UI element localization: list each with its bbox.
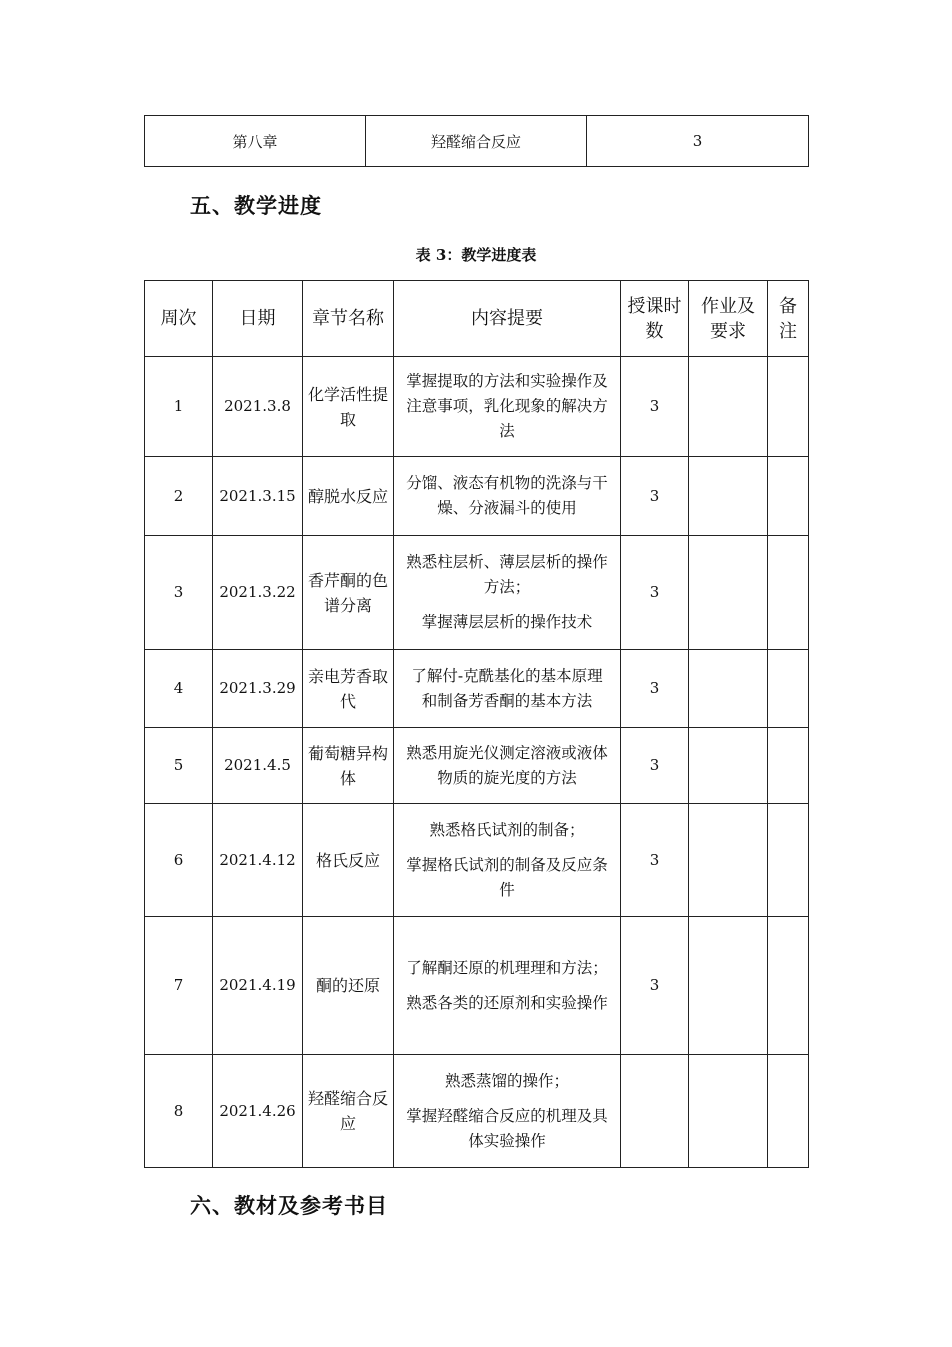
week-cell: 5 — [145, 728, 213, 804]
chapter-cell: 葡萄糖异构体 — [303, 728, 394, 804]
header-week: 周次 — [145, 281, 213, 357]
table-caption: 表 3：教学进度表 — [415, 246, 537, 264]
notes-cell — [768, 1055, 809, 1168]
content-line: 掌握羟醛缩合反应的机理及具体实验操作 — [406, 1106, 608, 1150]
content-line: 了解付-克酰基化的基本原理和制备芳香酮的基本方法 — [411, 666, 603, 710]
section-heading-teaching-schedule: 五、教学进度 — [190, 194, 322, 218]
section-heading-textbooks: 六、教材及参考书目 — [190, 1194, 388, 1218]
hours-cell: 3 — [621, 357, 689, 457]
table-row — [145, 457, 809, 536]
notes-cell — [768, 650, 809, 728]
week-cell: 3 — [145, 536, 213, 650]
week-cell: 4 — [145, 650, 213, 728]
content-line: 掌握提取的方法和实验操作及注意事项，乳化现象的解决方法 — [406, 372, 608, 440]
date-cell: 2021.3.29 — [213, 650, 303, 728]
content-line: 了解酮还原的机理理和方法； — [406, 958, 608, 977]
chapter-cell: 格氏反应 — [303, 804, 394, 917]
table-row — [145, 650, 809, 728]
homework-cell — [689, 917, 768, 1055]
notes-cell — [768, 728, 809, 804]
homework-cell — [689, 357, 768, 457]
header-homework: 作业及要求 — [689, 281, 768, 357]
table-row — [145, 116, 809, 167]
content-cell — [394, 650, 621, 728]
hours-cell: 3 — [621, 650, 689, 728]
date-cell: 2021.4.19 — [213, 917, 303, 1055]
hours-cell: 3 — [621, 536, 689, 650]
hours-cell: 3 — [621, 728, 689, 804]
week-cell: 1 — [145, 357, 213, 457]
chapter-cell: 酮的还原 — [303, 917, 394, 1055]
chapter-cell: 香芹酮的色谱分离 — [303, 536, 394, 650]
homework-cell — [689, 457, 768, 536]
hours-cell — [621, 1055, 689, 1168]
teaching-schedule-table — [144, 280, 809, 1168]
content-line: 分馏、液态有机物的洗涤与干燥、分液漏斗的使用 — [406, 474, 608, 517]
content-line: 掌握薄层层析的操作技术 — [421, 613, 593, 631]
week-cell: 6 — [145, 804, 213, 917]
date-cell: 2021.3.22 — [213, 536, 303, 650]
homework-cell — [689, 728, 768, 804]
hours-cell: 3 — [621, 804, 689, 917]
chapter-summary-row-table — [144, 115, 809, 167]
notes-cell — [768, 917, 809, 1055]
date-cell: 2021.4.26 — [213, 1055, 303, 1168]
week-cell: 8 — [145, 1055, 213, 1168]
chapter-cell: 醇脱水反应 — [303, 457, 394, 536]
content-line: 熟悉蒸馏的操作； — [444, 1071, 569, 1090]
week-cell: 7 — [145, 917, 213, 1055]
table-row — [145, 1055, 809, 1168]
notes-cell — [768, 536, 809, 650]
hours-cell: 3 — [621, 457, 689, 536]
content-cell — [394, 804, 621, 917]
content-line: 熟悉柱层析、薄层层析的操作方法； — [406, 553, 608, 596]
content-cell — [394, 457, 621, 536]
content-line: 熟悉格氏试剂的制备； — [429, 820, 585, 839]
title-cell: 羟醛缩合反应 — [366, 116, 587, 167]
date-cell: 2021.4.12 — [213, 804, 303, 917]
homework-cell — [689, 536, 768, 650]
content-line: 熟悉各类的还原剂和实验操作 — [406, 993, 608, 1012]
content-cell — [394, 728, 621, 804]
chapter-cell: 化学活性提取 — [303, 357, 394, 457]
header-chapter: 章节名称 — [303, 281, 394, 357]
table-row — [145, 536, 809, 650]
date-cell: 2021.4.5 — [213, 728, 303, 804]
notes-cell — [768, 457, 809, 536]
homework-cell — [689, 650, 768, 728]
notes-cell — [768, 357, 809, 457]
content-cell — [394, 917, 621, 1055]
table-row — [145, 728, 809, 804]
content-cell — [394, 357, 621, 457]
header-date: 日期 — [213, 281, 303, 357]
header-content: 内容提要 — [394, 281, 621, 357]
table-row — [145, 917, 809, 1055]
chapter-cell: 羟醛缩合反应 — [303, 1055, 394, 1168]
table-row — [145, 804, 809, 917]
header-hours: 授课时数 — [621, 281, 689, 357]
homework-cell — [689, 804, 768, 917]
chapter-cell: 第八章 — [145, 116, 366, 167]
date-cell: 2021.3.15 — [213, 457, 303, 536]
header-notes: 备注 — [768, 281, 809, 357]
homework-cell — [689, 1055, 768, 1168]
table-row — [145, 357, 809, 457]
hours-cell: 3 — [621, 917, 689, 1055]
hours-cell: 3 — [587, 116, 809, 167]
header-row — [145, 281, 809, 357]
chapter-cell: 亲电芳香取代 — [303, 650, 394, 728]
week-cell: 2 — [145, 457, 213, 536]
content-cell — [394, 1055, 621, 1168]
notes-cell — [768, 804, 809, 917]
content-line: 掌握格氏试剂的制备及反应条件 — [406, 855, 608, 899]
date-cell: 2021.3.8 — [213, 357, 303, 457]
content-cell — [394, 536, 621, 650]
content-line: 熟悉用旋光仪测定溶液或液体物质的旋光度的方法 — [406, 743, 608, 787]
